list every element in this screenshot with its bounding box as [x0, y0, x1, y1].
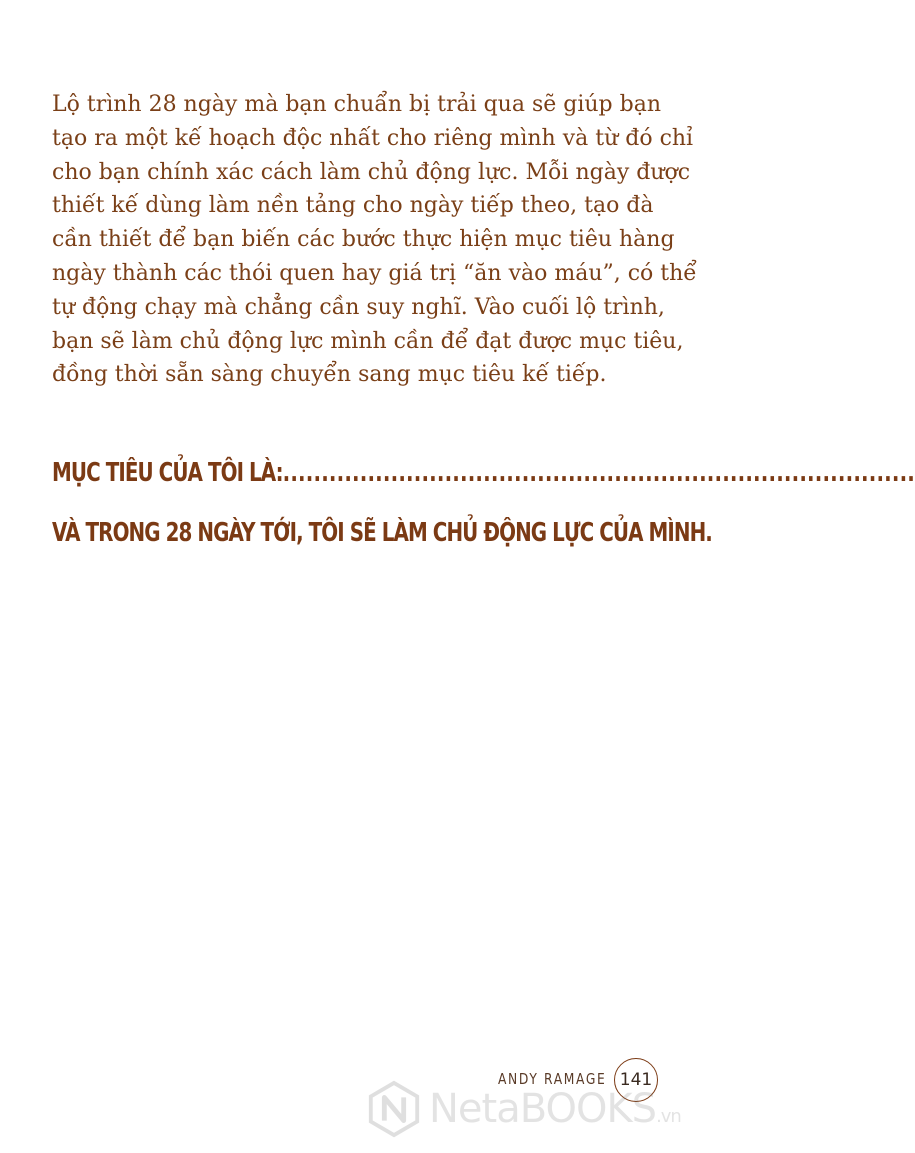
paragraph-line: thiết kế dùng làm nền tảng cho ngày tiếp theo, tạo đà — [52, 193, 654, 219]
paragraph-line: đồng thời sẵn sàng chuyển sang mục tiêu kế tiếp. — [52, 362, 607, 388]
footer-author: ANDY RAMAGE — [498, 1070, 607, 1088]
body-paragraph — [52, 88, 697, 392]
goal-statement — [52, 458, 915, 488]
paragraph-line: Lộ trình 28 ngày mà bạn chuẩn bị trải qua sẽ giúp bạn — [52, 92, 661, 117]
paragraph-line: cho bạn chính xác cách làm chủ động lực. Mỗi ngày được — [52, 159, 691, 185]
netabooks-logo-icon — [365, 1080, 423, 1138]
watermark — [365, 1078, 685, 1140]
paragraph-line: tự động chạy mà chẳng cần suy nghĩ. Vào cuối lộ trình, — [52, 294, 665, 320]
paragraph-line: bạn sẽ làm chủ động lực mình cần để đạt được mục tiêu, — [52, 328, 684, 354]
goal-label: MỤC TIÊU CỦA TÔI LÀ: — [52, 458, 283, 488]
paragraph-line: tạo ra một kế hoạch độc nhất cho riêng mình và từ đó chỉ — [52, 125, 694, 151]
page-number-text: 141 — [619, 1070, 653, 1090]
watermark-suffix: .vn — [656, 1106, 681, 1127]
paragraph-line: cần thiết để bạn biến các bước thực hiện mục tiêu hàng — [52, 227, 675, 253]
watermark-brand: NetaBOOKS — [429, 1086, 657, 1132]
paragraph-line: ngày thành các thói quen hay giá trị “ăn vào máu”, có thể — [52, 260, 697, 286]
watermark-text — [429, 1086, 681, 1132]
commitment-statement: VÀ TRONG 28 NGÀY TỚI, TÔI SẼ LÀM CHỦ ĐỘNG LỰC CỦA MÌNH. — [52, 518, 712, 548]
goal-fill-in-dots: .................................................................................. — [282, 458, 915, 488]
